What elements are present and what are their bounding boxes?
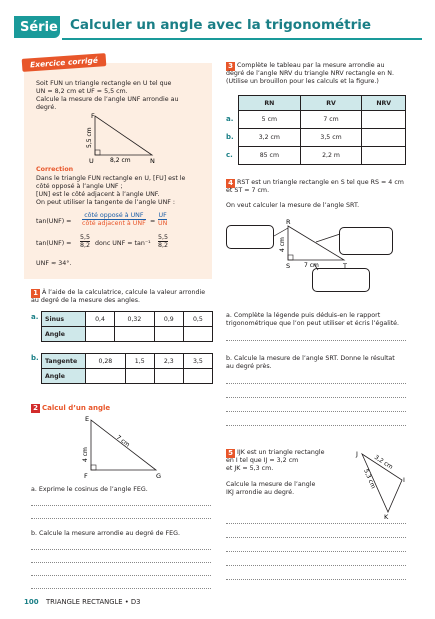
angle-answer-cell[interactable]	[125, 369, 154, 384]
answer-line[interactable]	[226, 523, 406, 524]
tan-formula-fraction	[82, 212, 146, 227]
answer-line[interactable]	[226, 397, 406, 398]
page-number: 100	[24, 598, 39, 606]
exercise-5-text-4: Calcule la mesure de l’angle	[226, 481, 316, 488]
vertex-t-label: T	[343, 262, 347, 270]
triangle-efg-figure	[76, 414, 168, 484]
row-c-label: c.	[226, 151, 233, 159]
tangente-value: 1,5	[125, 354, 154, 369]
sinus-value: 0,32	[115, 312, 155, 327]
exercise-3-text-3: (Utilise un brouillon pour les calculs et la figure.)	[226, 78, 379, 85]
tangente-value: 3,5	[183, 354, 212, 369]
exercise-5-text-5: IKJ arrondie au degré.	[226, 489, 295, 496]
answer-line[interactable]	[226, 551, 406, 552]
tan-ratio-den: UN	[158, 220, 168, 227]
answer-line[interactable]	[31, 588, 211, 589]
side-st-label: 7 cm	[304, 262, 319, 269]
answer-line[interactable]	[31, 518, 211, 519]
vertex-e-label: E	[85, 415, 90, 423]
tangente-value: 0,28	[86, 354, 126, 369]
correction-text-1: Dans le triangle FUN rectangle en U, [FU] est le	[36, 175, 186, 182]
side-eg-label: 7 cm	[114, 434, 131, 449]
exercise-3-number: 3	[226, 62, 235, 71]
cell-rv: 3,5 cm	[300, 129, 362, 147]
side-ef-label: 4 cm	[82, 447, 89, 462]
triangle-fun-figure	[80, 110, 160, 166]
vertex-n-label: N	[150, 157, 155, 165]
exercise-1-text-2: au degré de la mesure des angles.	[31, 297, 141, 304]
answer-line[interactable]	[226, 565, 406, 566]
vertex-k-label: K	[384, 513, 389, 520]
exercise-1-a-label: a.	[31, 313, 39, 321]
nrv-table	[238, 95, 406, 165]
exercise-1-b-label: b.	[31, 354, 39, 362]
vertex-f-label: F	[84, 472, 88, 480]
vertex-f-label: F	[91, 112, 95, 120]
angle-row-head: Angle	[42, 369, 86, 384]
sinus-table	[41, 311, 213, 342]
header-rn: RN	[239, 96, 301, 111]
triangle-ijk-figure	[348, 446, 410, 520]
tan-value-lhs: tan(UNF) =	[36, 240, 72, 247]
angle-answer-cell[interactable]	[362, 111, 406, 129]
example-text-3: Calcule la mesure de l’angle UNF arrondie au	[36, 96, 179, 103]
side-un-label: 8,2 cm	[110, 157, 131, 164]
answer-line[interactable]	[31, 505, 211, 506]
tan-denominator: côté adjacent à UNF	[82, 220, 146, 227]
cell-rv: 2,2 m	[300, 147, 362, 165]
angle-answer-cell[interactable]	[362, 129, 406, 147]
answer-line[interactable]	[226, 425, 406, 426]
sinus-value: 0,5	[183, 312, 212, 327]
exercise-1-number: 1	[31, 289, 40, 298]
vertex-u-label: U	[89, 157, 94, 165]
vertex-j-label: J	[356, 450, 358, 458]
exercise-4-text-3: On veut calculer la mesure de l’angle SRT.	[226, 202, 360, 209]
correction-label: Correction	[36, 166, 74, 173]
angle-answer-cell[interactable]	[154, 369, 183, 384]
exercise-5-text-3: et JK = 5,3 cm.	[226, 465, 274, 472]
exercise-5-text-2: en I tel que IJ = 3,2 cm	[226, 457, 299, 464]
exercise-1-text-1: À l’aide de la calculatrice, calcule la valeur arrondie	[42, 289, 206, 296]
title-rule	[62, 38, 422, 40]
page-title: Calculer un angle avec la trigonométrie	[70, 17, 372, 33]
exercise-5-text-1: IJK est un triangle rectangle	[237, 449, 325, 456]
tan-equals: =	[150, 218, 156, 225]
vertex-g-label: G	[156, 472, 162, 480]
vertex-i-label: I	[403, 476, 405, 484]
tan-ratio-fraction	[158, 212, 167, 227]
example-text-4: degré.	[36, 104, 57, 111]
sinus-row-head: Sinus	[42, 312, 86, 327]
vertex-r-label: R	[286, 218, 291, 226]
tan-value-num: 5,5	[80, 234, 91, 241]
side-jk-label: 5,3 cm	[362, 468, 377, 490]
exercise-4-text-1: RST est un triangle rectangle en S tel que RS = 4 cm	[237, 179, 404, 186]
angle-answer-cell[interactable]	[115, 327, 155, 342]
correction-text-2: côté opposé à l’angle UNF ;	[36, 183, 123, 190]
tan-value-fraction	[80, 234, 90, 249]
exercise-4-number: 4	[226, 179, 235, 188]
exercise-2-title: Calcul d’un angle	[42, 404, 111, 412]
exercise-4-text-2: et ST = 7 cm.	[226, 187, 270, 194]
exercise-2-question-b: b. Calcule la mesure arrondie au degré de FEG.	[31, 530, 180, 537]
angle-answer-cell[interactable]	[183, 369, 212, 384]
angle-answer-cell[interactable]	[86, 327, 115, 342]
legend-answer-box-left[interactable]	[226, 225, 274, 249]
tan-value-den: 8,2	[80, 242, 91, 249]
angle-answer-cell[interactable]	[86, 369, 126, 384]
serie-label: Série 3	[20, 20, 72, 35]
exercise-4-question-a-2: trigonométrique que l’on peut utiliser et écris l’égalité.	[226, 320, 400, 327]
example-text-2: UN = 8,2 cm et UF = 5,5 cm.	[36, 88, 128, 95]
tangente-table	[41, 353, 213, 384]
triangle-rst-figure	[270, 212, 360, 274]
angle-answer-cell[interactable]	[154, 327, 183, 342]
answer-line[interactable]	[226, 383, 406, 384]
exercise-3-text-1: Complète le tableau par la mesure arrondie au	[237, 62, 385, 69]
side-ij-label: 3,2 cm	[372, 453, 394, 471]
angle-answer-cell[interactable]	[362, 147, 406, 165]
tangente-value: 2,3	[154, 354, 183, 369]
exercise-5-number: 5	[226, 449, 235, 458]
row-b-label: b.	[226, 133, 234, 141]
answer-line[interactable]	[226, 537, 406, 538]
example-text-1: Soit FUN un triangle rectangle en U tel que	[36, 80, 172, 87]
tan-inverse-num: 5,5	[158, 234, 169, 241]
tan-numerator: côté opposé à UNF	[82, 212, 146, 220]
side-rs-label: 4 cm	[279, 237, 286, 252]
answer-line[interactable]	[31, 575, 211, 576]
answer-line[interactable]	[31, 549, 211, 550]
header-nrv: NRV	[362, 96, 406, 111]
correction-text-4: On peut utiliser la tangente de l’angle UNF :	[36, 199, 176, 206]
tangente-row-head: Tangente	[42, 354, 86, 369]
angle-row-head: Angle	[42, 327, 86, 342]
footer-text: TRIANGLE RECTANGLE • D3	[46, 598, 141, 606]
correction-text-3: [UN] est le côté adjacent à l’angle UNF.	[36, 191, 160, 198]
exercise-4-question-b-2: au degré près.	[226, 363, 272, 370]
angle-answer-cell[interactable]	[183, 327, 212, 342]
answer-line[interactable]	[31, 562, 211, 563]
tan-formula-lhs: tan(UNF) =	[36, 218, 72, 225]
row-a-label: a.	[226, 115, 234, 123]
cell-rn: 3,2 cm	[239, 129, 301, 147]
exercise-2-number: 2	[31, 404, 40, 413]
tan-inverse-fraction	[158, 234, 168, 249]
sinus-value: 0,9	[154, 312, 183, 327]
page-header	[0, 0, 435, 40]
cell-rv: 7 cm	[300, 111, 362, 129]
tan-inverse-text: donc UNF = tan⁻¹	[95, 240, 151, 247]
answer-line[interactable]	[226, 340, 406, 341]
exercise-2-question-a: a. Exprime le cosinus de l’angle FEG.	[31, 486, 148, 493]
tan-inverse-den: 8,2	[158, 242, 169, 249]
exercise-3-text-2: degré de l’angle NRV du triangle NRV rectangle en N.	[226, 70, 394, 77]
tan-ratio-num: UF	[158, 212, 167, 219]
worked-example-tag: Exercice corrigé	[22, 53, 107, 72]
exercise-4-question-a-1: a. Complète la légende puis déduis-en le rapport	[226, 312, 381, 319]
exercise-4-question-b-1: b. Calcule la mesure de l’angle SRT. Donne le résultat	[226, 355, 395, 362]
answer-line[interactable]	[226, 411, 406, 412]
header-rv: RV	[300, 96, 362, 111]
cell-rn: 5 cm	[239, 111, 301, 129]
side-uf-label: 5,5 cm	[86, 127, 93, 148]
vertex-s-label: S	[286, 262, 291, 270]
example-result: UNF ≈ 34°.	[36, 260, 72, 267]
answer-line[interactable]	[226, 579, 406, 580]
cell-rn: 85 cm	[239, 147, 301, 165]
sinus-value: 0,4	[86, 312, 115, 327]
